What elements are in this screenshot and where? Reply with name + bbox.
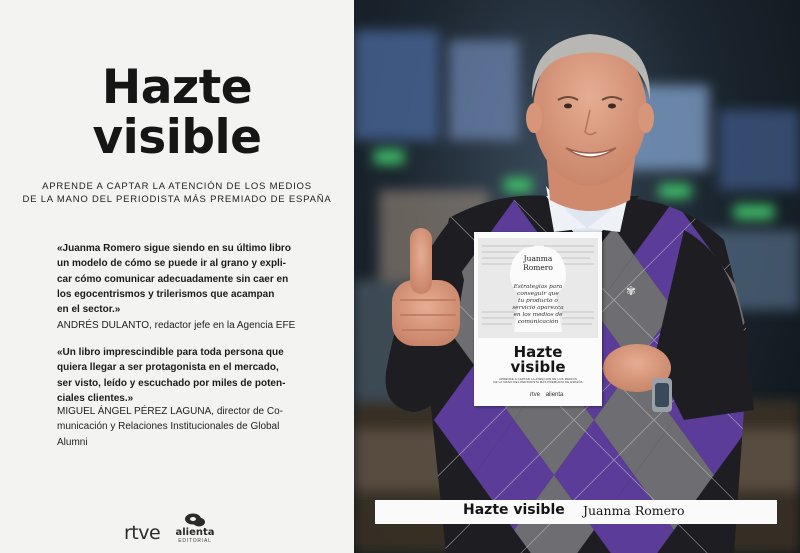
book-title-line: Hazte — [513, 343, 563, 361]
quote-2-line: quiera llegar a ser protagonista en el mercado, — [57, 362, 279, 374]
quote-1-line: car cómo comunicar adecuadamente sin caer en — [57, 273, 289, 285]
rtve-logo: rtve — [124, 522, 161, 544]
book-tagline — [474, 284, 602, 326]
book-subtitle-line: DE LA MANO DEL PERIODISTA MÁS PREMIADO DE ESPAÑA — [493, 380, 583, 385]
quote-1-line: los egocentrismos y trilerismos que acampan — [57, 288, 275, 300]
quote-2-author — [57, 404, 307, 450]
alienta-speech-bubble-icon — [184, 513, 206, 527]
quote-2-line: ciales clientes.» — [57, 392, 134, 404]
book-rtve-logo: rtve — [530, 392, 541, 398]
book-tagline-line: en los medios de — [513, 312, 563, 318]
book-title — [474, 345, 602, 375]
book-author-line: Juanma — [523, 254, 553, 263]
book-tagline-line: conseguir que — [517, 291, 559, 297]
quote-2 — [57, 345, 307, 406]
book-tagline-line: Estrategias para — [513, 284, 563, 290]
caption-author-name: Juanma Romero — [583, 503, 685, 518]
book-subtitle-line: APRENDE A CAPTAR LA ATENCIÓN DE LOS MEDIOS — [499, 378, 577, 381]
caption-bar — [375, 500, 777, 524]
author-photo — [354, 0, 800, 553]
quote-1-author — [57, 318, 307, 333]
promo-text-panel — [0, 0, 354, 553]
cover-subtitle-line1: APRENDE A CAPTAR LA ATENCIÓN DE LOS MEDIOS — [42, 181, 312, 192]
book-cover — [474, 232, 602, 406]
book-tagline-line: tu producto o — [518, 298, 558, 304]
book-tagline-line: comunicación — [517, 319, 559, 325]
cover-title-line2: visible — [92, 110, 262, 165]
caption-book-title: Hazte visible — [463, 502, 565, 518]
alienta-logo — [175, 513, 215, 544]
quote-1-author-line: ANDRÉS DULANTO, redactor jefe en la Agencia EFE — [57, 320, 296, 331]
book-author-line: Romero — [523, 263, 553, 272]
book-tagline-line: servicio aparezca — [512, 305, 564, 311]
quote-2-author-line: MIGUEL ÁNGEL PÉREZ LAGUNA, director de Co- — [57, 406, 283, 417]
quote-2-line: ser visto, leído y escuchado por miles de poten- — [57, 377, 286, 389]
book-logos — [530, 392, 567, 398]
cover-subtitle-line2: DE LA MANO DEL PERIODISTA MÁS PREMIADO DE ESPAÑA — [22, 194, 332, 205]
quote-2-line: «Un libro imprescindible para toda persona que — [57, 347, 284, 358]
cover-subtitle — [0, 180, 354, 206]
cover-title-line1: Hazte — [101, 60, 253, 115]
book-title-line: visible — [510, 358, 566, 376]
quote-1-line: un modelo de cómo se puede ir al grano y expli- — [57, 258, 286, 270]
quote-2-author-line: Alumni — [57, 436, 88, 448]
quote-1-line: en el sector.» — [57, 304, 121, 316]
quote-1 — [57, 241, 307, 317]
quote-1-line: «Juanma Romero sigue siendo en su último libro — [57, 243, 291, 254]
book-subtitle — [480, 378, 596, 385]
alienta-sub: EDITORIAL — [178, 538, 212, 544]
author-head — [526, 34, 654, 211]
book-alienta-logo: alienta — [545, 392, 564, 398]
quote-2-author-line: municación y Relaciones Institucionales de Global — [57, 421, 280, 433]
alienta-name: alienta — [175, 527, 215, 538]
laurel-logo-icon: ✾ — [626, 284, 637, 298]
book-author — [474, 254, 602, 272]
